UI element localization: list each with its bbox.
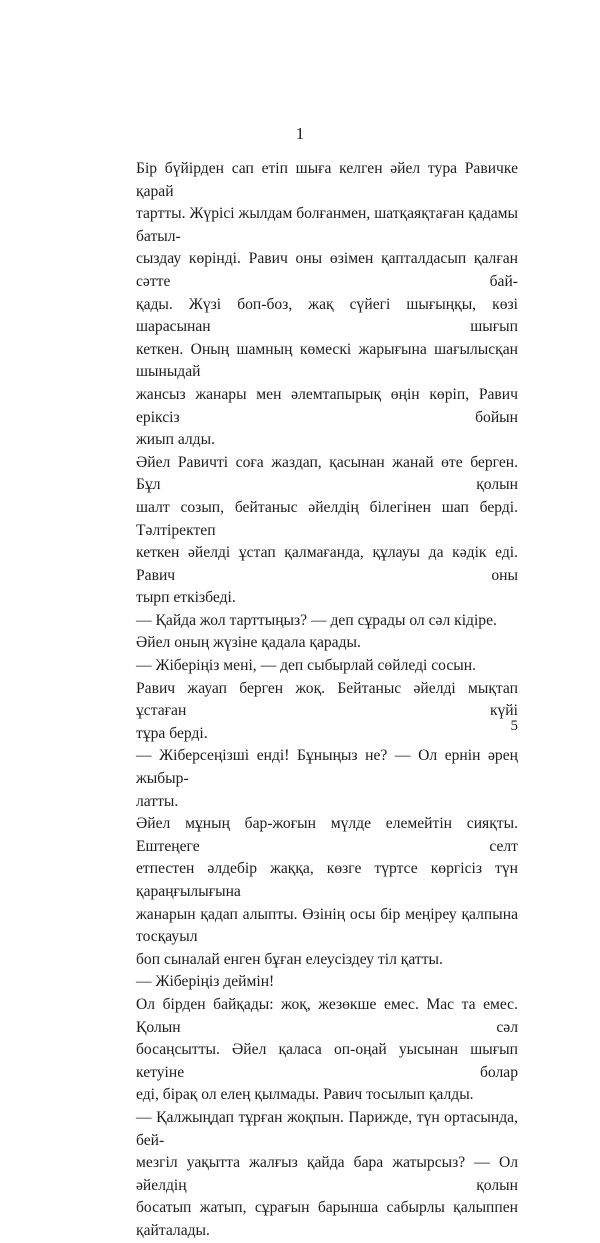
text-line: Ол бірден байқады: жоқ, жезөкше емес. Мас та емес. Қолын сәл [136, 995, 518, 1036]
text-line: тырп еткізбеді. [136, 589, 236, 607]
text-line: жиып алды. [136, 431, 215, 449]
text-line: — Жіберіңіз деймін! [136, 973, 275, 991]
text-line: латты. [136, 792, 179, 810]
text-line: боп сыналай енген бұған елеусіздеу тіл қатты. [136, 950, 443, 968]
text-line: — Жіберіңіз мені, — деп сыбырлай сөйледі сосын. [136, 657, 476, 675]
text-line: босаңсытты. Әйел қаласа оп-оңай уысынан шығып кетуіне болар [136, 1041, 518, 1081]
text-line: Әйел Равичті соға жаздап, қасынан жанай өте берген. Бұл қолын [136, 453, 518, 494]
text-line: жансыз жанары мен әлемтапырық өңін көріп, Равич еріксіз бойын [136, 385, 518, 426]
text-line: — Қайда жол тарттыңыз? — деп сұрады ол сәл кідіре. [136, 611, 497, 629]
text-line: тартты. Жүрісі жылдам болғанмен, шатқаяқтаған қадамы батыл- [136, 205, 518, 245]
text-line: тұра берді. [136, 724, 208, 742]
text-line: етпестен әлдебір жаққа, көзге түртсе көргісіз түн қараңғылығына [136, 860, 518, 900]
body-text [136, 158, 518, 1243]
text-line: Бір бүйірден сап етіп шыға келген әйел тура Равичке қарай [136, 160, 518, 200]
text-line: Равич жауап берген жоқ. Бейтаныс әйелді мықтап ұстаған күйі [136, 679, 518, 720]
text-line: Әйел мұның бар-жоғын мүлде елемейтін сияқты. Ештеңеге селт [136, 815, 518, 855]
chapter-number: 1 [295, 124, 305, 143]
text-line: Әйел оның жүзіне қадала қарады. [136, 634, 361, 652]
text-line: мезгіл уақытта жалғыз қайда бара жатырсыз? — Ол әйелдің қолын [136, 1154, 518, 1194]
text-line: кеткен. Оның шамның көмескі жарығына шағылысқан шыныдай [136, 340, 518, 381]
text-line: сыздау көрінді. Равич оны өзімен қапталдасып қалған сәтте бай- [136, 250, 518, 290]
text-line: шалт созып, бейтаныс әйелдің білегінен шап берді. Тәлтіректеп [136, 498, 518, 539]
text-line: кеткен әйелді ұстап қалмағанда, құлауы да кәдік еді. Равич оны [136, 544, 518, 584]
page-number: 5 [510, 718, 518, 734]
text-line: босатып жатып, сұрағын барынша сабырлы қалыппен қайталады. [136, 1199, 518, 1239]
text-line: қады. Жүзі боп-боз, жақ сүйегі шығыңқы, көзі шарасынан шығып [136, 295, 518, 336]
text-line: жанарын қадап алыпты. Өзінің осы бір меңіреу қалпына тосқауыл [136, 905, 518, 946]
text-line: еді, бірақ ол елең қылмады. Равич тосылып қалды. [136, 1086, 474, 1104]
text-line: — Қалжыңдап тұрған жоқпын. Парижде, түн ортасында, бей- [136, 1108, 518, 1149]
text-line: — Жіберсеңізші енді! Бұныңыз не? — Ол ернін әрең жыбыр- [136, 747, 518, 788]
